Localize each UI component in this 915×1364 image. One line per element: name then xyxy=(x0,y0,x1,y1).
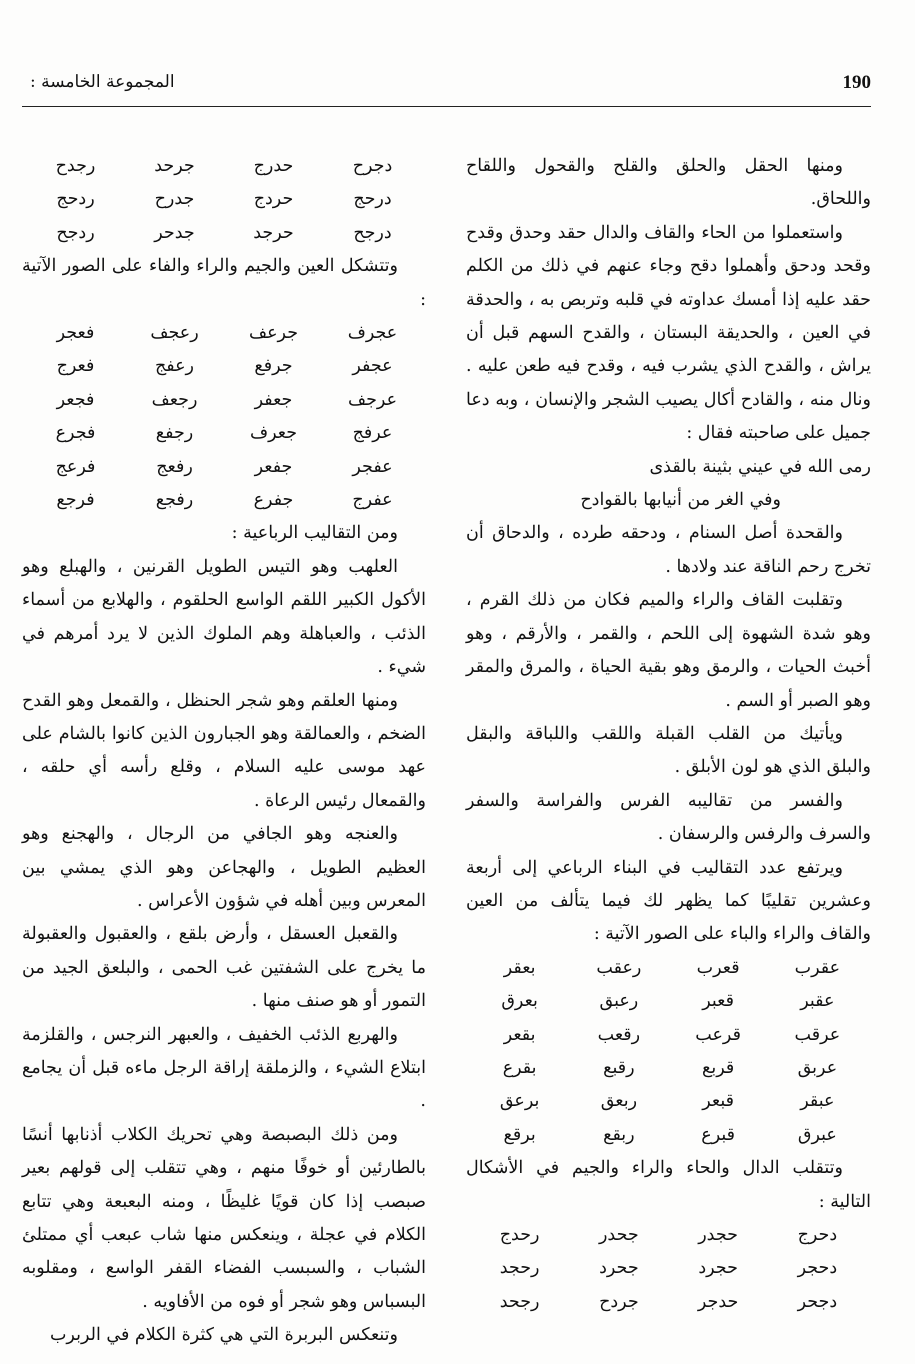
verse-line-2: وفي الغر من أنيابها بالقوادح xyxy=(580,490,781,511)
paragraph: وتنعكس البربرة التي هي كثرة الكلام في الربرب xyxy=(49,1325,398,1346)
grid-word: قعبر xyxy=(702,991,734,1012)
grid-word: رحجد xyxy=(499,1258,540,1279)
grid-word: دحرج xyxy=(797,1225,838,1245)
grid-word: قبرع xyxy=(701,1124,735,1145)
grid-word: فجعر xyxy=(56,389,95,410)
grid-word: قرعب xyxy=(695,1024,741,1045)
paragraph: ومنها العلقم وهو شجر الحنظل ، والقمعل وهو القدح الضخم ، والعمالقة وهو الجبارون الذين كانوا بالشام على عهد موسى عليه السلام ، وقلع رأسه أي حلقه ، والقمعال رئيس الرعاة . xyxy=(22,690,426,811)
grid-word: جدرح xyxy=(154,189,195,210)
grid-word: ربعق xyxy=(600,1091,638,1112)
paragraph: ومن التقاليب الرباعية : xyxy=(231,523,398,544)
grid-word: عرفج xyxy=(352,423,393,444)
grid-word: بعقر xyxy=(503,957,536,978)
grid-word: درجح xyxy=(353,222,392,243)
paragraph: العلهب وهو التيس الطويل القرنين ، والهبلع وهو الأكول الكبير اللقم الواسع الحلقوم ، والهلابع من أسماء الذئب ، والعباهلة وهم الملوك الذين لا يرد أمرهم في شيء . xyxy=(22,556,426,678)
grid-word: جدحر xyxy=(154,222,195,243)
permutation-grid-ain-jim-ra-fa xyxy=(22,317,426,517)
permutation-grid-dal-ha-ra-jim xyxy=(466,1219,871,1319)
grid-word: جرعف xyxy=(248,323,299,344)
grid-word: دجرح xyxy=(352,156,393,176)
grid-word: رجحد xyxy=(499,1291,540,1312)
paragraph: وتتقلب الدال والحاء والراء والجيم في الأشكال التالية : xyxy=(466,1158,871,1212)
grid-word: قربع xyxy=(702,1057,735,1078)
paragraph: وتقلبت القاف والراء والميم فكان من ذلك القرم ، وهو شدة الشهوة إلى اللحم ، والقمر ، والأرقم ، وهو أخبث الحيات ، والرمق وهو بقية الحياة ، والمرق والمقر وهو الصبر أو السم . xyxy=(466,590,871,711)
grid-word: عجرف xyxy=(347,323,398,344)
grid-word: حدرج xyxy=(253,156,294,176)
grid-word: عفجر xyxy=(352,456,393,477)
paragraph: ويرتفع عدد التقاليب في البناء الرباعي إلى أربعة وعشرين تقليبًا كما يظهر لك فيما يتألف من العين والقاف والراء والباء على الصور الآتية : xyxy=(466,857,871,945)
grid-word: برعق xyxy=(499,1091,540,1112)
grid-word: حرجد xyxy=(253,222,294,243)
grid-word: جفعر xyxy=(254,456,293,477)
grid-word: رحدج xyxy=(499,1225,540,1245)
paragraph: ويأتيك من القلب القبلة واللقب واللباقة والبقل والبلق الذي هو لون الأبلق . xyxy=(466,723,871,778)
grid-word: عبرق xyxy=(797,1124,837,1145)
grid-word: جرفع xyxy=(254,356,293,377)
grid-word: جفرع xyxy=(253,490,294,511)
paragraph: واستعملوا من الحاء والقاف والدال حقد وحدق وقدح وقحد ودحق وأهملوا دقح وجاء عنهم في ذلك من الكلم حقد عليه إذا أمسك عداوته في قلبه وتربص به ، والحدقة في العين ، والحديقة البستان ، والقدح السهم قبل أن يراش ، والقدح الذي يشرب فيه ، وقدح فيه طعن عليه . ونال منه ، والقادح أكال يصيب الشجر والإنسان ، وبه دعا جميل على صاحبته فقال : xyxy=(466,222,871,444)
grid-word: عقرب xyxy=(794,957,841,978)
grid-word: رعبق xyxy=(599,991,639,1012)
grid-word: عربق xyxy=(797,1057,838,1078)
grid-word: رفعج xyxy=(156,456,193,477)
grid-word: ردحج xyxy=(56,189,95,210)
right-column xyxy=(466,150,871,1319)
grid-word: بعرق xyxy=(501,991,538,1012)
grid-word: قبعر xyxy=(702,1091,734,1112)
grid-word: رجدح xyxy=(55,156,96,176)
grid-word: برقع xyxy=(503,1124,536,1145)
grid-word: عرجف xyxy=(347,389,398,410)
grid-word: ردجح xyxy=(56,222,95,243)
paragraph: ومنها الحقل والحلق والقلح والقحول واللقاح واللحاق. xyxy=(466,156,871,210)
grid-word: رقعب xyxy=(597,1024,641,1045)
paragraph: والفسر من تقاليبه الفرس والفراسة والسفر والسرف والرفس والرسفان . xyxy=(466,790,871,845)
grid-word: جحرد xyxy=(599,1258,639,1279)
paragraph: ومن ذلك البصبصة وهي تحريك الكلاب أذنابها أنسًا بالطارئين أو خوفًا منهم ، وهي تتقلب إلى قولهم بعير صبصب إذا كان قويًا غليظًا ، ومنه البعبعة وهي تتابع الكلام في عجلة ، وينعكس منها شاب عبعب أي ممتلئ الشباب ، والسبسب الفضاء القفر الواسع ، ومقلوبه البسباس وهو شجر أو فوه من الأفاويه . xyxy=(22,1124,426,1312)
grid-word: عرقب xyxy=(794,1024,841,1045)
grid-word: عفرج xyxy=(352,490,393,511)
grid-word: حجرد xyxy=(698,1258,738,1279)
grid-word: قعرب xyxy=(696,957,740,978)
left-column xyxy=(22,150,426,1353)
page-number: 190 xyxy=(842,72,871,93)
paragraph: وتتشكل العين والجيم والراء والفاء على الصور الآتية : xyxy=(22,256,426,310)
grid-word: دحجر xyxy=(797,1258,838,1279)
paragraph: والقحدة أصل السنام ، ودحقه طرده ، والدحاق أن تخرج رحم الناقة عند ولادها . xyxy=(466,523,871,577)
paragraph: والقعبل العسقل ، وأرض بلقع ، والعقبول والعقبولة ما يخرج على الشفتين غب الحمى ، والبلعق الجيد من التمور أو هو صنف منها . xyxy=(22,924,426,1012)
permutation-grid-dal-ha-ra-jim-continued xyxy=(22,150,426,250)
grid-word: جرحد xyxy=(154,156,195,176)
grid-word: جعرف xyxy=(249,423,298,444)
grid-word: رفجع xyxy=(155,490,194,511)
verse-line-1: رمى الله في عيني بثينة بالقذى xyxy=(649,456,871,477)
grid-word: رقبع xyxy=(603,1057,635,1078)
grid-word: رجعف xyxy=(151,389,198,410)
grid-word: جعفر xyxy=(254,389,293,410)
grid-word: رعجف xyxy=(150,323,199,344)
grid-word: جحدر xyxy=(598,1225,639,1245)
grid-word: بقرع xyxy=(502,1057,537,1078)
grid-word: ربقع xyxy=(603,1124,635,1145)
grid-word: رعفج xyxy=(154,356,195,377)
permutation-grid-ain-qaf-ra-ba xyxy=(466,952,871,1152)
grid-word: عبقر xyxy=(800,1091,835,1112)
grid-word: دجحر xyxy=(797,1291,838,1312)
paragraph: والعنجه وهو الجافي من الرجال ، والهجنع وهو العظيم الطويل ، والهجاعن وهو الذي يمشي بين المعرس وبين أهله في شؤون الأعراس . xyxy=(22,824,426,911)
grid-word: فعرج xyxy=(56,356,95,377)
grid-word: جردح xyxy=(599,1291,639,1312)
paragraph: والهربع الذئب الخفيف ، والعبهر النرجس ، والقلزمة ابتلاع الشيء ، والزملقة إراقة الرجل ماءه قبل أن يجامع . xyxy=(22,1024,426,1112)
grid-word: فجرع xyxy=(55,423,96,444)
grid-word: عقبر xyxy=(800,991,835,1012)
page-header xyxy=(22,66,871,107)
grid-word: رعقب xyxy=(596,957,642,978)
grid-word: رجفع xyxy=(155,423,194,444)
grid-word: حدجر xyxy=(697,1291,739,1312)
grid-word: فعجر xyxy=(56,323,95,344)
grid-word: فرعج xyxy=(55,456,96,477)
grid-word: حجدر xyxy=(698,1225,738,1245)
running-title: المجموعة الخامسة : xyxy=(30,72,175,92)
grid-word: بقعر xyxy=(503,1024,536,1045)
grid-word: عجفر xyxy=(352,356,393,377)
grid-word: حردج xyxy=(253,189,294,210)
grid-word: فرجع xyxy=(56,490,95,511)
grid-word: درحج xyxy=(353,189,392,210)
